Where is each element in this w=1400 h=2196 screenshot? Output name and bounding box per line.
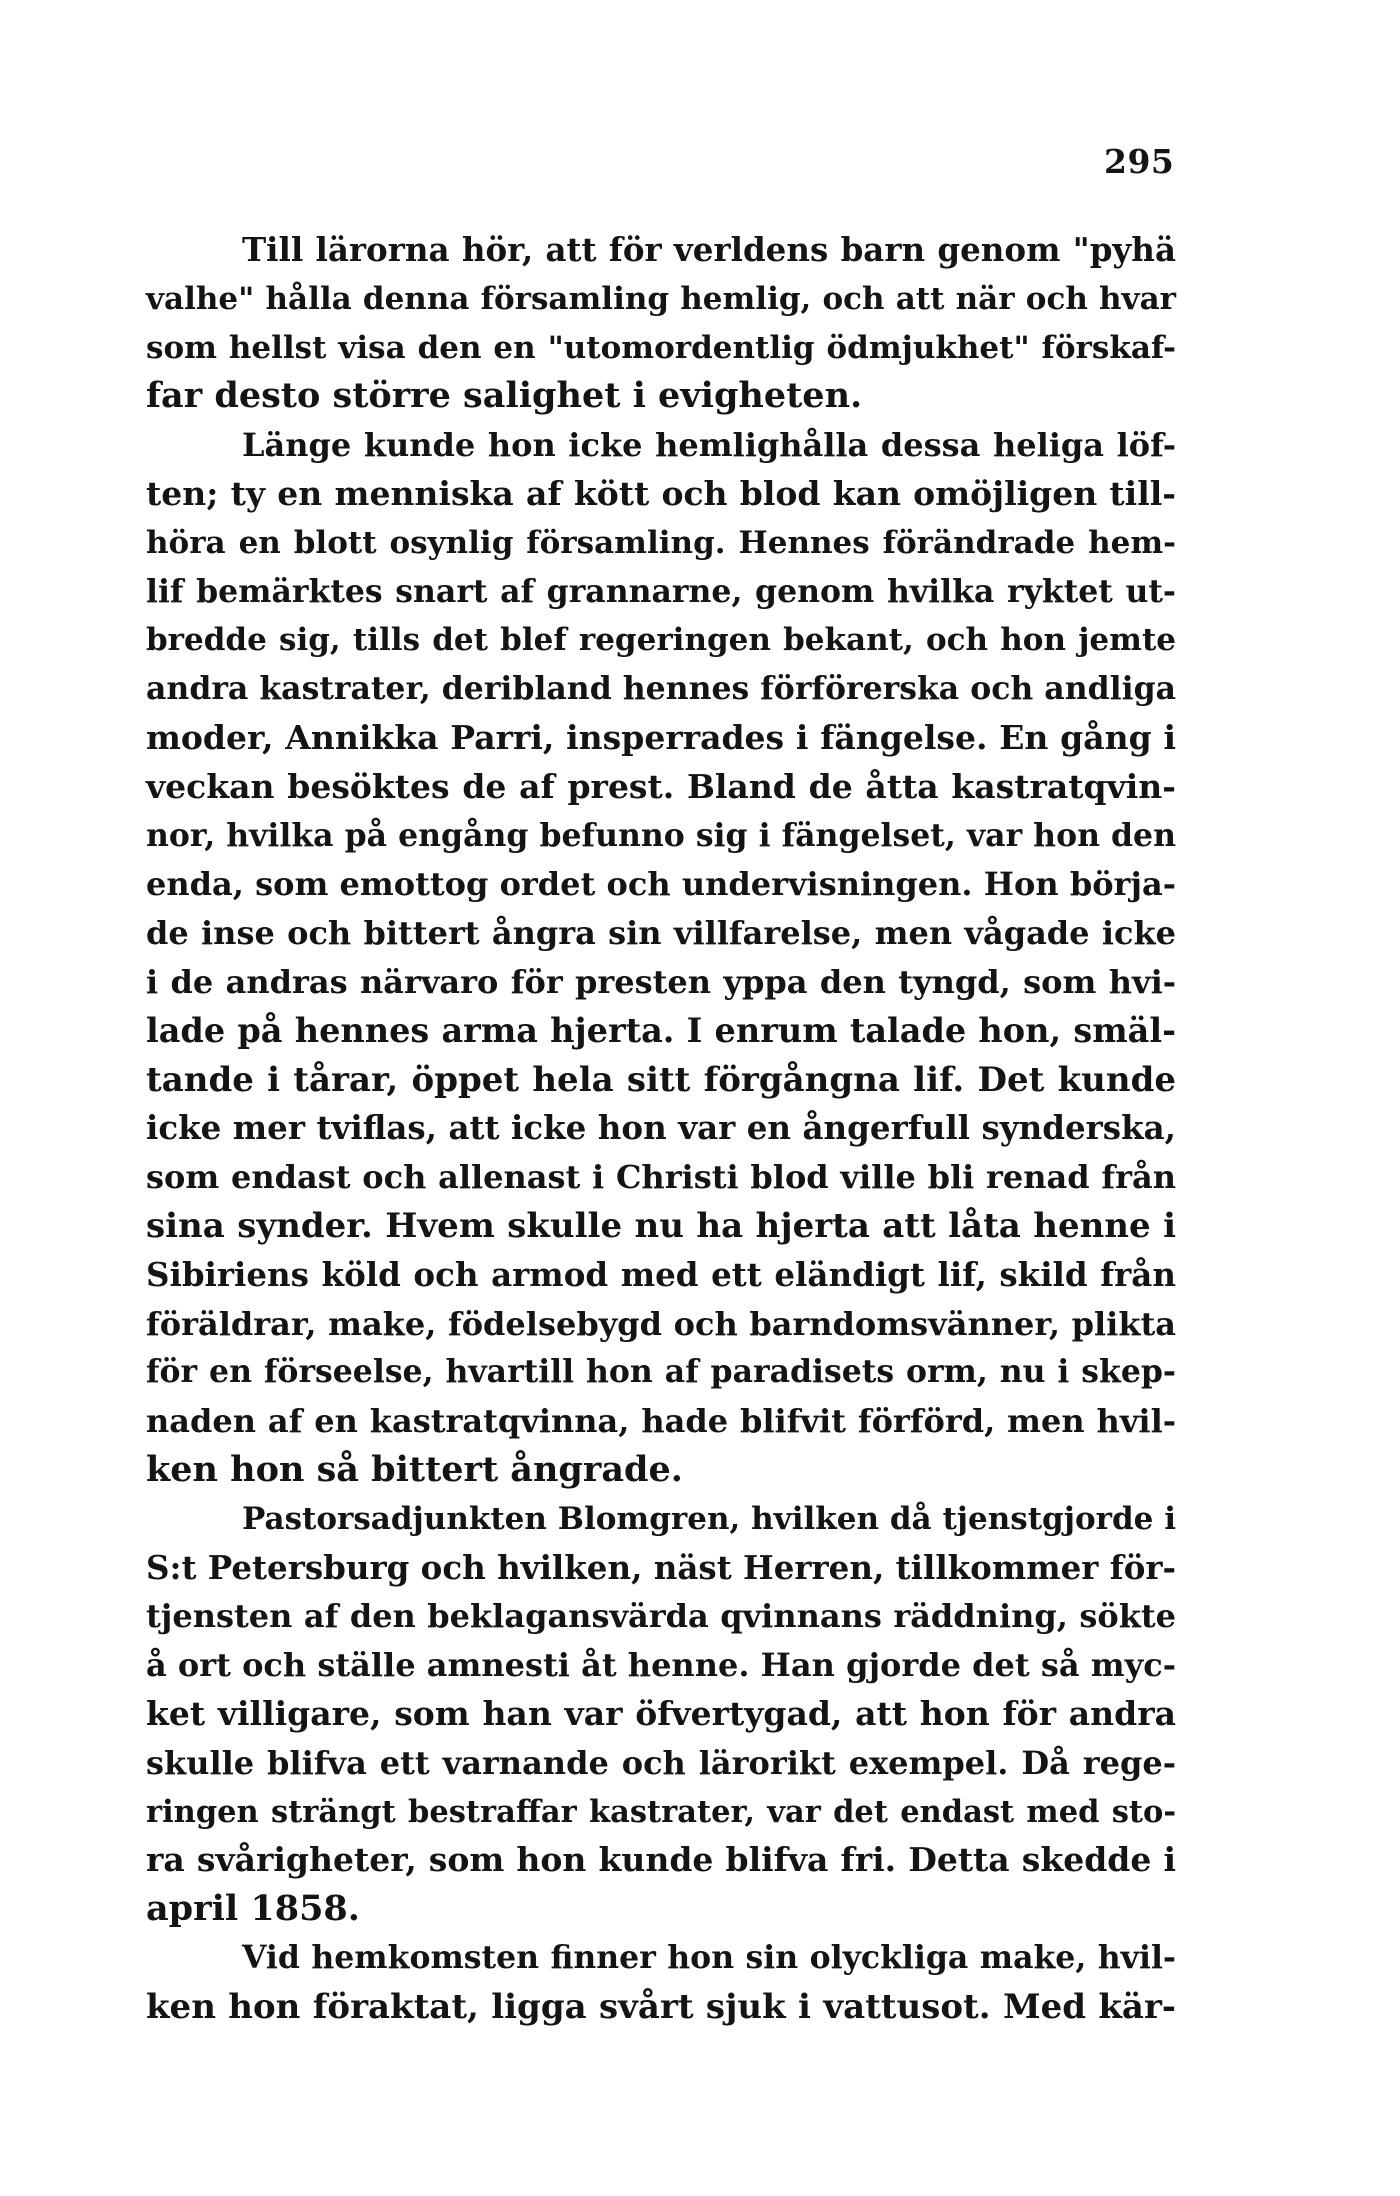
text-line: ket villigare, som han var öfvertygad, att hon för andra — [146, 1693, 1176, 1733]
text-line: ringen strängt bestraffar kastrater, var det endast med sto- — [146, 1793, 1176, 1830]
text-line: höra en blott osynlig församling. Hennes förändrade hem- — [146, 524, 1176, 561]
text-line: Till lärorna hör, att för verldens barn genom "pyhä — [242, 230, 1176, 269]
text-line: som hellst visa den en "utomordentlig ödmjukhet" förskaf- — [146, 329, 1176, 366]
text-line: Sibiriens köld och armod med ett eländigt lif, skild från — [146, 1254, 1176, 1294]
text-line: enda, som emottog ordet och undervisningen. Hon börja- — [146, 865, 1176, 904]
text-line: Vid hemkomsten finner hon sin olyckliga make, hvil- — [242, 1938, 1176, 1976]
body-text — [146, 226, 1176, 2031]
text-line: moder, Annikka Parri, insperrades i fängelse. En gång i — [146, 717, 1176, 757]
text-line: som endast och allenast i Christi blod ville bli renad från — [146, 1158, 1176, 1197]
text-line: veckan besöktes de af prest. Bland de åtta kastratqvin- — [146, 766, 1176, 806]
text-line: de inse och bittert ångra sin villfarelse, men vågade icke — [146, 914, 1176, 953]
text-line: i de andras närvaro för presten yppa den tyngd, som hvi- — [146, 962, 1176, 1001]
text-line: april 1858. — [146, 1888, 360, 1930]
text-line: S:t Petersburg och hvilken, näst Herren, tillkommer för- — [146, 1547, 1177, 1587]
text-line: tande i tårar, öppet hela sitt förgångna lif. Det kunde — [146, 1059, 1176, 1100]
paragraph — [146, 421, 1176, 1495]
text-line: valhe" hålla denna församling hemlig, och att när och hvar — [146, 280, 1176, 317]
text-line: Länge kunde hon icke hemlighålla dessa heliga löf- — [242, 426, 1176, 465]
text-line: skulle blifva ett varnande och lärorikt exempel. Då rege- — [146, 1743, 1176, 1782]
text-line: för en förseelse, hvartill hon af paradisets orm, nu i skep- — [146, 1353, 1176, 1391]
text-line: föräldrar, make, födelsebygd och barndomsvänner, plikta — [146, 1304, 1176, 1343]
text-line: sina synder. Hvem skulle nu ha hjerta att låta henne i — [146, 1205, 1176, 1246]
text-line: nor, hvilka på engång befunno sig i fängelset, var hon den — [146, 816, 1176, 854]
text-line: far desto större salighet i evigheten. — [146, 375, 863, 417]
text-line: ken hon så bittert ångrade. — [146, 1448, 683, 1490]
text-line: ten; ty en menniska af kött och blod kan omöjligen till- — [146, 473, 1176, 513]
text-line: ra svårigheter, som hon kunde blifva fri. Detta skedde i — [146, 1840, 1176, 1880]
paragraph — [146, 1934, 1176, 2032]
text-line: tjensten af den beklagansvärda qvinnans räddning, sökte — [146, 1597, 1176, 1636]
paragraph — [146, 1495, 1176, 1934]
page-number: 295 — [1104, 142, 1175, 181]
text-line: lade på hennes arma hjerta. I enrum talade hon, smäl- — [146, 1010, 1176, 1050]
text-line: icke mer tviflas, att icke hon var en ångerfull synderska, — [146, 1108, 1176, 1148]
paragraph — [146, 226, 1176, 421]
text-line: Pastorsadjunkten Blomgren, hvilken då tjenstgjorde i — [242, 1500, 1176, 1537]
text-line: bredde sig, tills det blef regeringen bekant, och hon jemte — [146, 622, 1176, 659]
text-line: naden af en kastratqvinna, hade blifvit förförd, men hvil- — [146, 1402, 1176, 1441]
text-line: andra kastrater, deribland hennes förförerska och andliga — [146, 670, 1176, 708]
text-line: ken hon föraktat, ligga svårt sjuk i vattusot. Med kär- — [146, 1986, 1176, 2027]
text-line: å ort och ställe amnesti åt henne. Han gjorde det så myc- — [146, 1646, 1176, 1685]
text-line: lif bemärktes snart af grannarne, genom hvilka ryktet ut- — [146, 572, 1176, 610]
